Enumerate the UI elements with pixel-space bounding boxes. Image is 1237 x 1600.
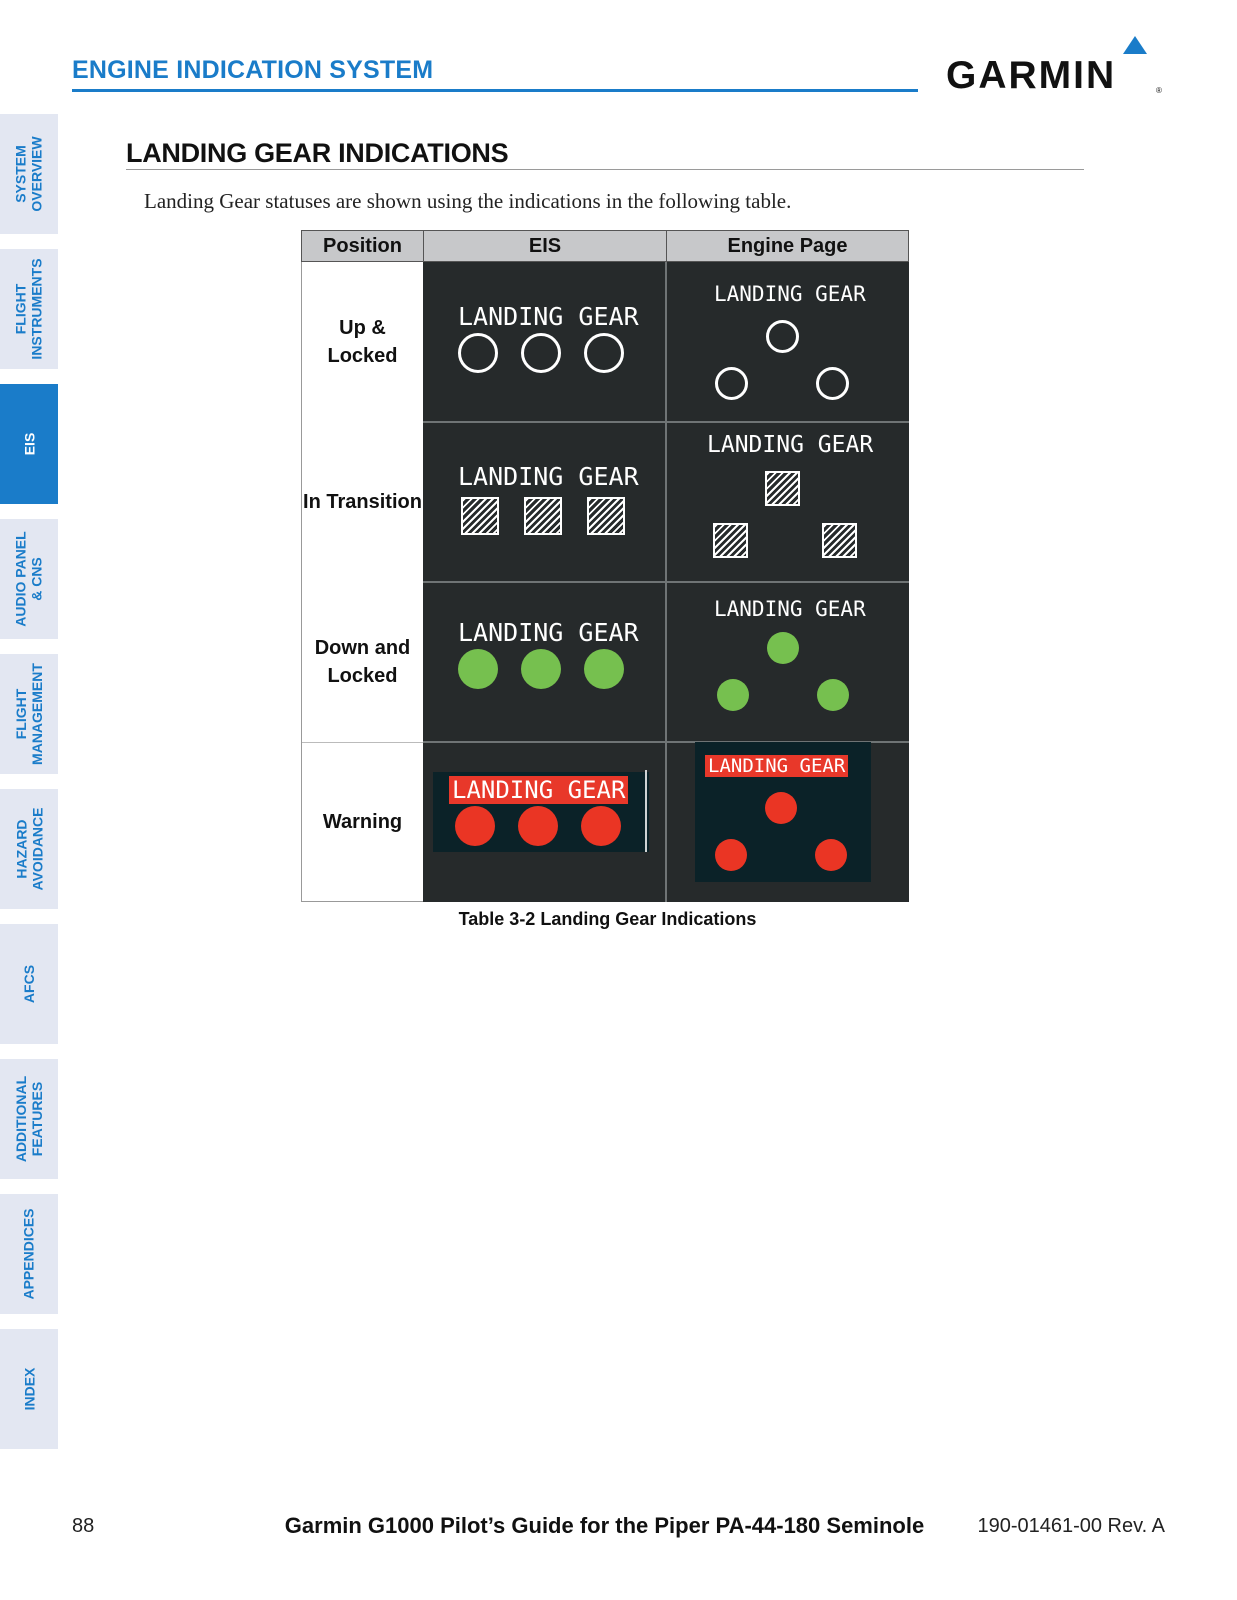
row-divider [423, 421, 909, 423]
row-divider [423, 581, 909, 583]
engine-page-right-warning-icon [815, 839, 847, 871]
eis-gear-left-transition-icon [461, 497, 499, 535]
eis-gear-nose-warning-icon [518, 806, 558, 846]
engine-page-gear-label: LANDING GEAR [714, 282, 866, 306]
registered-mark: ® [1156, 86, 1162, 95]
engine-page-right-transition-icon [822, 523, 857, 558]
engine-page-left-down-icon [717, 679, 749, 711]
tab-afcs[interactable] [0, 924, 58, 1044]
tab-label: APPENDICES [21, 1208, 37, 1300]
intro-paragraph: Landing Gear statuses are shown using the indications in the following table. [144, 189, 792, 213]
engine-page-left-transition-icon [713, 523, 748, 558]
tab-label: AFCS [21, 964, 37, 1004]
tab-label: FLIGHT INSTRUMENTS [13, 258, 45, 360]
engine-page-nose-down-icon [767, 632, 799, 664]
footer-title-text: Garmin G1000 Pilot’s Guide for the Piper PA-44-180 Seminole [284, 1513, 925, 1538]
header-engine-page: Engine Page [666, 230, 909, 262]
table-caption [0, 909, 1237, 930]
tab-label: AUDIO PANEL & CNS [13, 531, 46, 627]
tab-flight-management[interactable] [0, 654, 58, 774]
eis-gear-right-down-icon [584, 649, 624, 689]
header-eis: EIS [423, 230, 667, 262]
eis-panel-edge [645, 770, 647, 852]
document-number: 190-01461-00 Rev. A [977, 1515, 1165, 1537]
eis-gear-left-down-icon [458, 649, 498, 689]
eis-gear-label: LANDING GEAR [458, 618, 639, 647]
tab-audio-panel-cns[interactable] [0, 519, 58, 639]
eis-gear-left-ring-icon [458, 333, 498, 373]
eis-gear-nose-ring-icon [521, 333, 561, 373]
engine-page-gear-label: LANDING GEAR [707, 432, 874, 458]
eis-gear-right-transition-icon [587, 497, 625, 535]
page-number: 88 [72, 1515, 95, 1537]
eis-gear-label: LANDING GEAR [458, 462, 639, 491]
position-in-transition: In Transition [301, 422, 423, 582]
engine-page-gear-label: LANDING GEAR [714, 597, 866, 621]
engine-page-left-warning-icon [715, 839, 747, 871]
eis-gear-warning-label: LANDING GEAR [449, 776, 628, 804]
tab-additional-features[interactable] [0, 1059, 58, 1179]
tab-eis[interactable] [0, 384, 58, 504]
position-down-locked: Down and Locked [301, 582, 423, 742]
engine-page-nose-ring-icon [766, 320, 799, 353]
section-title: LANDING GEAR INDICATIONS [126, 138, 509, 168]
tab-system-overview[interactable] [0, 114, 58, 234]
eis-gear-left-warning-icon [455, 806, 495, 846]
tab-flight-instruments[interactable] [0, 249, 58, 369]
position-up-locked: Up & Locked [301, 262, 423, 422]
engine-page-right-ring-icon [816, 367, 849, 400]
tab-label: HAZARD AVOIDANCE [13, 807, 45, 891]
tab-index[interactable] [0, 1329, 58, 1449]
engine-page-nose-transition-icon [765, 471, 800, 506]
eis-gear-right-ring-icon [584, 333, 624, 373]
landing-gear-table [301, 230, 909, 902]
position-warning: Warning [301, 742, 423, 902]
tab-label: ADDITIONAL FEATURES [13, 1075, 46, 1163]
engine-page-right-down-icon [817, 679, 849, 711]
tab-label: EIS [20, 432, 37, 456]
garmin-logo [946, 36, 1164, 100]
tab-hazard-avoidance[interactable] [0, 789, 58, 909]
eis-gear-nose-down-icon [521, 649, 561, 689]
section-rule [126, 169, 1084, 170]
eis-gear-right-warning-icon [581, 806, 621, 846]
tab-label: FLIGHT MANAGEMENT [13, 663, 46, 765]
header-position: Position [301, 230, 424, 262]
chapter-title: ENGINE INDICATION SYSTEM [72, 56, 434, 84]
tab-label: INDEX [20, 1367, 37, 1411]
engine-page-nose-warning-icon [765, 792, 797, 824]
header-rule [72, 89, 918, 92]
eis-gear-nose-transition-icon [524, 497, 562, 535]
garmin-triangle-icon [1123, 36, 1147, 54]
engine-page-gear-warning-label: LANDING GEAR [705, 755, 848, 777]
tab-label: SYSTEM OVERVIEW [13, 136, 46, 212]
eis-gear-label: LANDING GEAR [458, 302, 639, 331]
tab-appendices[interactable] [0, 1194, 58, 1314]
engine-page-left-ring-icon [715, 367, 748, 400]
garmin-logo-text: GARMIN [946, 54, 1117, 97]
table-caption-text: Table 3-2 Landing Gear Indications [458, 909, 757, 929]
